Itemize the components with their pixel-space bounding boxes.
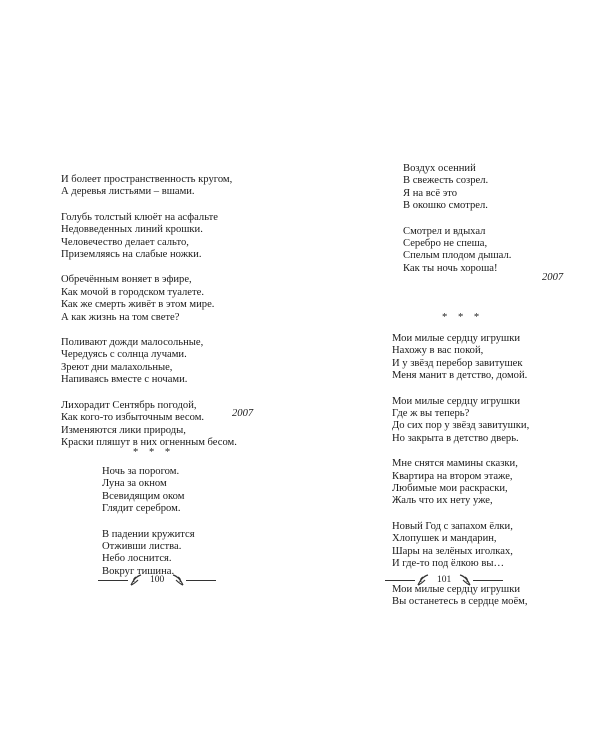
poem-line: Небо лоснится.	[102, 553, 172, 565]
poem-line: Смотрел и вдыхал	[403, 225, 486, 237]
footer-rule	[186, 580, 216, 581]
ornament-left-icon	[128, 572, 144, 588]
poem-line: Напиваясь вместе с ночами.	[61, 374, 188, 386]
poem-stanza	[61, 400, 237, 450]
poem-stanza	[392, 396, 529, 446]
poem-line: Глядит серебром.	[102, 503, 181, 515]
poem-stanza	[61, 337, 237, 387]
poem-line: И где-то под ёлкою вы…	[392, 558, 505, 570]
poem-stanza	[392, 521, 529, 571]
poem-year-right: 2007	[542, 272, 564, 283]
poem-stanza	[403, 163, 511, 213]
section-divider-stars-right: * * *	[442, 312, 484, 323]
poem-line: Краски пляшут в них огненным бесом.	[61, 436, 237, 448]
poem-line: И болеет пространственность кругом,	[61, 174, 233, 185]
poem-line: Как мочой в городском туалете.	[61, 286, 204, 298]
footer-rule	[385, 580, 415, 581]
poem-line: Мне снятся мамины сказки,	[392, 458, 518, 470]
poem-stanza	[61, 274, 237, 324]
poem-year-left: 2007	[232, 408, 254, 419]
poem-line: Чередуясь с солнца лучами.	[61, 349, 187, 361]
poem-line: Где ж вы теперь?	[392, 408, 470, 420]
poem-line: Всевидящим оком	[102, 490, 185, 502]
poem-line: Недовведенных линий крошки.	[61, 224, 203, 236]
right-page	[300, 0, 600, 750]
poem-line: Как же смерть живёт в этом мире.	[61, 299, 215, 311]
ornament-left-icon	[415, 572, 431, 588]
poem-line: Любимые мои раскраски,	[392, 483, 508, 495]
footer-rule	[473, 580, 503, 581]
poem-line: Изменяются лики природы,	[61, 424, 186, 436]
poem-stanza	[102, 466, 195, 516]
poem-line: А как жизнь на том свете?	[61, 311, 180, 323]
poem-line: Но закрыта в детство дверь.	[392, 432, 519, 444]
poem-stanza	[61, 212, 237, 262]
poem-line: Вокруг тишина.	[102, 565, 175, 577]
poem-line: Поливают дожди малосольные,	[61, 337, 204, 349]
poem-line: Мои милые сердцу игрушки	[392, 333, 521, 344]
poem-line: Мои милые сердцу игрушки	[392, 583, 521, 595]
page-number-left: 100	[150, 575, 165, 585]
poem-line: Квартира на втором этаже,	[392, 470, 513, 482]
poem-line: Как ты ночь хороша!	[403, 262, 498, 274]
page-number-right: 101	[437, 575, 452, 585]
poem-line: Спелым плодом дышал.	[403, 250, 512, 262]
poem-line: Лихорадит Сентябрь погодой,	[61, 399, 197, 411]
poem-stanza	[61, 174, 237, 199]
ornament-right-icon	[170, 572, 186, 588]
poem-line: А деревья листьями – вшами.	[61, 186, 195, 198]
poem-line: В окошко смотрел.	[403, 200, 488, 212]
ornament-right-icon	[457, 572, 473, 588]
poem-line: Я на всё это	[403, 187, 458, 199]
poem-stanza	[392, 333, 529, 383]
poem-line: В падении кружится	[102, 528, 195, 540]
poem-line: Зреют дни малахольные,	[61, 361, 173, 373]
poem-line: Человечество делает сальто,	[61, 236, 189, 248]
poem-line: Обречённым воняет в эфире,	[61, 274, 192, 286]
section-divider-stars-left: * * *	[133, 447, 175, 458]
page-footer-right	[385, 570, 503, 590]
poem-line: Шары на зелёных иголках,	[392, 545, 513, 557]
poem-line: И у звёзд перебор завитушек	[392, 357, 523, 369]
poem-line: До сих пор у звёзд завитушки,	[392, 420, 530, 432]
poem-line: Жаль что их нету уже,	[392, 495, 493, 507]
poem-line: Мои милые сердцу игрушки	[392, 395, 521, 407]
poem-line: Новый Год с запахом ёлки,	[392, 520, 513, 532]
poem-stanza	[403, 226, 511, 276]
poem-line: Серебро не спеша,	[403, 238, 488, 250]
page-footer-left	[98, 570, 216, 590]
poem-line: Приземляясь на слабые ножки.	[61, 249, 202, 261]
poem-line: В свежесть созрел.	[403, 175, 489, 187]
poem-line: Голубь толстый клюёт на асфальте	[61, 211, 218, 223]
poem-line: Меня манит в детство, домой.	[392, 370, 528, 382]
poem-line: Отживши листва.	[102, 541, 182, 553]
poem-line: Луна за окном	[102, 478, 167, 490]
poem-line: Хлопушек и мандарин,	[392, 533, 497, 545]
poem-stanzas-right-top	[403, 163, 511, 288]
footer-rule	[98, 580, 128, 581]
poem-stanzas-left-top	[61, 174, 237, 462]
poem-line: Нахожу в вас покой,	[392, 345, 484, 357]
poem-line: Воздух осенний	[403, 163, 476, 174]
poem-stanza	[392, 458, 529, 508]
poem-line: Как кого-то избыточным весом.	[61, 412, 205, 424]
poem-line: Вы останетесь в сердце моём,	[392, 595, 528, 607]
poem-line: Ночь за порогом.	[102, 466, 180, 477]
